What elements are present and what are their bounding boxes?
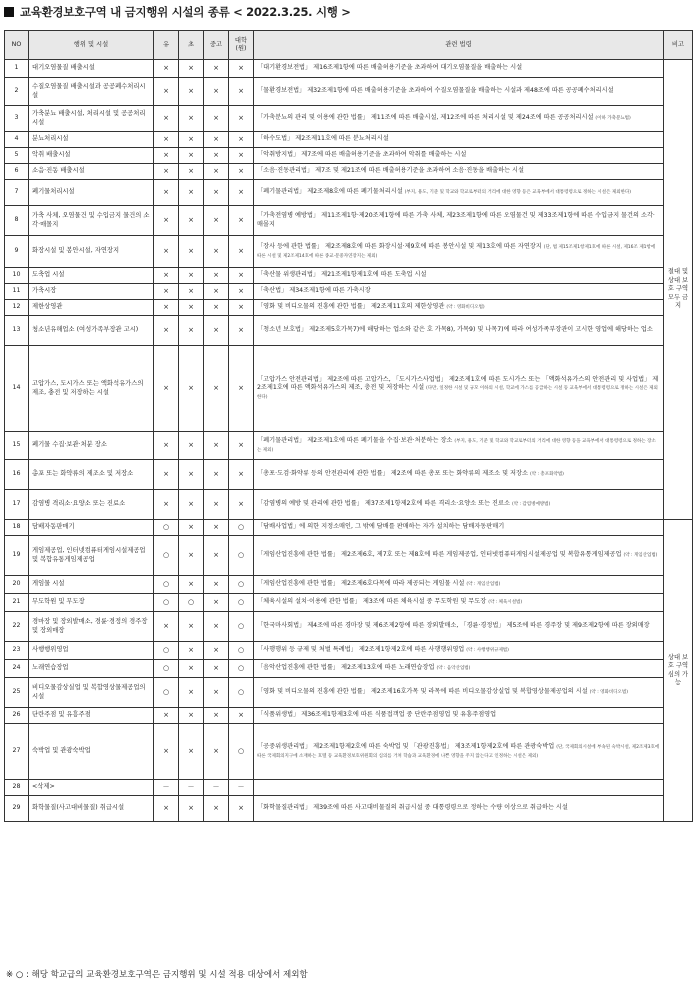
- table-row: [5, 780, 693, 796]
- mark-elementary: ×: [179, 316, 204, 346]
- mark-university: ×: [229, 78, 254, 106]
- row-number: 7: [5, 180, 29, 206]
- mark-kindergarten: ○: [154, 660, 179, 678]
- mark-middle-high: ×: [204, 284, 229, 300]
- law-text: 「청소년 보호법」 제2조제5호가목7)에 해당하는 업소와 같은 호 가목8), 가목9) 및 나목7)에 따라 여성가족부장관이 고시한 영업에 해당하는 업소: [257, 326, 653, 334]
- mark-kindergarten: ×: [154, 432, 179, 460]
- law-text: 「폐기물관리법」 제2조제8호에 따른 폐기물처리시설: [257, 188, 403, 196]
- mark-university: ○: [229, 660, 254, 678]
- mark-middle-high: ×: [204, 148, 229, 164]
- facility-name: 총포 또는 화약류의 제조소 및 저장소: [29, 460, 154, 490]
- mark-middle-high: ×: [204, 164, 229, 180]
- mark-university: ○: [229, 536, 254, 576]
- mark-elementary: ×: [179, 678, 204, 708]
- table-row: [5, 206, 693, 236]
- mark-kindergarten: ○: [154, 536, 179, 576]
- mark-kindergarten: ×: [154, 796, 179, 822]
- table-row: [5, 78, 693, 106]
- related-law: [254, 206, 664, 236]
- law-note: (약 : 총포화약법): [529, 472, 564, 478]
- related-law: [254, 236, 664, 268]
- facility-name: 청소년유해업소 (여성가족부장관 고시): [29, 316, 154, 346]
- mark-kindergarten: ×: [154, 206, 179, 236]
- law-text: 「식품위생법」 제36조제1항제3호에 따른 식품접객업 중 단란주점영업 및 유흥주점영업: [257, 711, 497, 719]
- row-number: 9: [5, 236, 29, 268]
- table-row: [5, 60, 693, 78]
- table-row: [5, 268, 693, 284]
- mark-university: ×: [229, 432, 254, 460]
- page-title: 교육환경보호구역 내 금지행위 시설의 종류 < 2022.3.25. 시행 >: [4, 4, 351, 20]
- table-row: [5, 520, 693, 536]
- mark-middle-high: ×: [204, 708, 229, 724]
- table-row: [5, 300, 693, 316]
- table-row: [5, 678, 693, 708]
- law-text: 「고압가스 안전관리법」 제2조에 따른 고압가스, 「도시가스사업법」 제2조제1호에 따른 도시가스 또는 「액화석유가스의 안전관리 및 사업법」 제2조제1호에 따른 액화석유가스의 제조, 충전 및 저장하는 시설: [257, 375, 659, 392]
- law-text: 「장사 등에 관한 법률」 제2조제8호에 따른 화장시설·제9호에 따른 봉안시설 및 제13호에 따른 자연장지: [257, 243, 542, 251]
- table-row: [5, 642, 693, 660]
- facility-name: 화학물질(사고대비물질) 취급시설: [29, 796, 154, 822]
- mark-kindergarten: ×: [154, 460, 179, 490]
- facility-name: 대기오염물질 배출시설: [29, 60, 154, 78]
- mark-middle-high: ×: [204, 206, 229, 236]
- law-text: 「축산물 위생관리법」 제21조제1항제1호에 따른 도축업 시설: [257, 271, 427, 279]
- mark-elementary: ×: [179, 284, 204, 300]
- related-law: [254, 164, 664, 180]
- law-note: (약 : 사행행위규제법): [466, 648, 509, 654]
- mark-middle-high: ×: [204, 520, 229, 536]
- table-row: [5, 594, 693, 612]
- mark-university: ×: [229, 132, 254, 148]
- mark-kindergarten: ×: [154, 300, 179, 316]
- facility-name: 사행행위영업: [29, 642, 154, 660]
- mark-kindergarten: ×: [154, 236, 179, 268]
- related-law: [254, 316, 664, 346]
- row-number: 12: [5, 300, 29, 316]
- facility-name: 감염병 격리소·요양소 또는 진료소: [29, 490, 154, 520]
- table-row: [5, 796, 693, 822]
- law-note: (다만, 일정한 시설 및 규모 이하의 시설, 학교에 가스를 공급하는 시설 등 교육부에서 대통령령으로 정하는 시설은 제외한다): [257, 386, 658, 400]
- law-text: 「대기환경보전법」 제16조제1항에 따른 배출허용기준을 초과하여 대기오염물질을 배출하는 시설: [257, 64, 523, 72]
- mark-university: ×: [229, 708, 254, 724]
- mark-middle-high: ×: [204, 796, 229, 822]
- mark-elementary: ×: [179, 236, 204, 268]
- law-text: 「물환경보전법」 제32조제1항에 따른 배출허용기준을 초과하여 수질오염물질을 배출하는 시설과 제48조에 따른 공공폐수처리시설: [257, 87, 614, 95]
- law-text: 「총포·도검·화약류 등의 안전관리에 관한 법률」 제2조에 따른 총포 또는 화약류의 제조소 및 저장소: [257, 470, 528, 478]
- mark-middle-high: ×: [204, 180, 229, 206]
- facility-name: 수질오염물질 배출시설과 공공폐수처리시설: [29, 78, 154, 106]
- related-law: [254, 660, 664, 678]
- header-elementary: 초: [179, 31, 204, 60]
- facility-name: 폐기물처리시설: [29, 180, 154, 206]
- mark-elementary: ×: [179, 346, 204, 432]
- mark-elementary: ×: [179, 520, 204, 536]
- related-law: [254, 284, 664, 300]
- mark-elementary: ×: [179, 660, 204, 678]
- related-law: [254, 132, 664, 148]
- facility-name: 화장시설 및 봉안시설, 자연장지: [29, 236, 154, 268]
- related-law: [254, 460, 664, 490]
- facility-name: 가축 사체, 오염물건 및 수입금지 물건의 소각·매몰지: [29, 206, 154, 236]
- mark-middle-high: ×: [204, 132, 229, 148]
- table-row: [5, 490, 693, 520]
- mark-elementary: ×: [179, 576, 204, 594]
- related-law: [254, 106, 664, 132]
- mark-elementary: ×: [179, 132, 204, 148]
- mark-elementary: ×: [179, 490, 204, 520]
- mark-elementary: ×: [179, 432, 204, 460]
- facility-name: 제한상영관: [29, 300, 154, 316]
- mark-elementary: ○: [179, 594, 204, 612]
- table-row: [5, 576, 693, 594]
- law-text: 「악취방지법」 제7조에 따른 배출허용기준을 초과하여 악취를 배출하는 시설: [257, 151, 467, 159]
- mark-kindergarten: ○: [154, 576, 179, 594]
- mark-elementary: ×: [179, 148, 204, 164]
- mark-university: ×: [229, 268, 254, 284]
- table-row: [5, 612, 693, 642]
- note-absolute: 절대 및 상대 보호 구역 모두 금지: [664, 60, 693, 520]
- header-university: 대학(원): [229, 31, 254, 60]
- mark-elementary: ×: [179, 164, 204, 180]
- row-number: 25: [5, 678, 29, 708]
- mark-elementary: ×: [179, 300, 204, 316]
- mark-middle-high: ×: [204, 432, 229, 460]
- row-number: 19: [5, 536, 29, 576]
- table-header-row: [5, 31, 693, 60]
- row-number: 2: [5, 78, 29, 106]
- mark-kindergarten: ×: [154, 148, 179, 164]
- related-law: [254, 594, 664, 612]
- law-note: (약 : 영화비디오법): [446, 305, 485, 311]
- mark-kindergarten: ×: [154, 78, 179, 106]
- row-number: 8: [5, 206, 29, 236]
- header-note: 비고: [664, 31, 693, 60]
- header-kindergarten: 유: [154, 31, 179, 60]
- mark-university: ○: [229, 678, 254, 708]
- mark-university: ○: [229, 576, 254, 594]
- facility-name: 담배자동판매기: [29, 520, 154, 536]
- row-number: 22: [5, 612, 29, 642]
- law-text: 「축산법」 제34조제1항에 따른 가축시장: [257, 287, 371, 295]
- mark-middle-high: ×: [204, 60, 229, 78]
- law-note: (약 : 감염병예방법): [511, 502, 551, 508]
- table-body: [5, 60, 693, 822]
- mark-elementary: ×: [179, 78, 204, 106]
- mark-university: ×: [229, 164, 254, 180]
- table-row: [5, 132, 693, 148]
- mark-middle-high: ×: [204, 724, 229, 780]
- mark-kindergarten: ○: [154, 594, 179, 612]
- mark-middle-high: ×: [204, 594, 229, 612]
- mark-kindergarten: ×: [154, 180, 179, 206]
- mark-elementary: ×: [179, 536, 204, 576]
- mark-kindergarten: ○: [154, 642, 179, 660]
- row-number: 27: [5, 724, 29, 780]
- mark-kindergarten: ×: [154, 346, 179, 432]
- table-row: [5, 536, 693, 576]
- mark-elementary: ×: [179, 460, 204, 490]
- mark-university: ×: [229, 460, 254, 490]
- law-note: (약 : 영화비디오법): [589, 690, 628, 696]
- mark-middle-high: ×: [204, 678, 229, 708]
- law-text: 「음악산업진흥에 관한 법률」 제2조제13호에 따른 노래연습장업: [257, 664, 435, 672]
- row-number: 23: [5, 642, 29, 660]
- related-law: [254, 490, 664, 520]
- table-row: [5, 284, 693, 300]
- law-text: 「사행행위 등 규제 및 처벌 특례법」 제2조제1항제2호에 따른 사행행위영업: [257, 646, 465, 654]
- row-number: 20: [5, 576, 29, 594]
- law-text: 「체육시설의 설치·이용에 관한 법률」 제3조에 따른 체육시설 중 무도학원 및 무도장: [257, 598, 487, 606]
- table-row: [5, 236, 693, 268]
- mark-kindergarten: ○: [154, 678, 179, 708]
- row-number: 18: [5, 520, 29, 536]
- mark-middle-high: ×: [204, 78, 229, 106]
- facility-name: 분뇨처리시설: [29, 132, 154, 148]
- mark-middle-high: ×: [204, 536, 229, 576]
- related-law: [254, 346, 664, 432]
- mark-university: ×: [229, 148, 254, 164]
- mark-university: ×: [229, 106, 254, 132]
- related-law: [254, 520, 664, 536]
- mark-elementary: －: [179, 780, 204, 796]
- facility-name: 숙박업 및 관광숙박업: [29, 724, 154, 780]
- related-law: [254, 432, 664, 460]
- facility-name: 게임제공업, 인터넷컴퓨터게임시설제공업 및 복합유통게임제공업: [29, 536, 154, 576]
- mark-university: ×: [229, 490, 254, 520]
- mark-elementary: ×: [179, 180, 204, 206]
- mark-kindergarten: ×: [154, 60, 179, 78]
- table-row: [5, 724, 693, 780]
- footnote: ※ ○ : 해당 학교급의 교육환경보호구역은 금지행위 및 시설 적용 대상에서 제외함: [6, 970, 308, 980]
- law-text: 「공중위생관리법」 제2조제1항제2호에 따른 숙박업 및 「관광진흥법」 제3조제1항제2호에 따른 관광숙박업: [257, 743, 555, 751]
- mark-middle-high: ×: [204, 612, 229, 642]
- mark-university: ○: [229, 594, 254, 612]
- mark-university: ×: [229, 316, 254, 346]
- mark-university: ×: [229, 236, 254, 268]
- facility-name: 단란주점 및 유흥주점: [29, 708, 154, 724]
- facility-name: 악취 배출시설: [29, 148, 154, 164]
- facility-name: 노래연습장업: [29, 660, 154, 678]
- mark-middle-high: ×: [204, 642, 229, 660]
- law-text: 「하수도법」 제2조제11호에 따른 분뇨처리시설: [257, 135, 389, 143]
- row-number: 28: [5, 780, 29, 796]
- related-law: [254, 300, 664, 316]
- mark-kindergarten: ×: [154, 106, 179, 132]
- mark-university: ○: [229, 612, 254, 642]
- law-text: 「소음·진동관리법」 제7조 및 제21조에 따른 배출허용기준을 초과하여 소음·진동을 배출하는 시설: [257, 167, 524, 175]
- mark-middle-high: ×: [204, 460, 229, 490]
- mark-university: ○: [229, 642, 254, 660]
- mark-university: ×: [229, 60, 254, 78]
- law-text: 「영화 및 비디오물의 진흥에 관한 법률」 제2조제16호가목 및 라목에 따른 비디오물감상실업 및 복합영상물제공업의 시설: [257, 688, 588, 696]
- row-number: 15: [5, 432, 29, 460]
- mark-university: ○: [229, 520, 254, 536]
- related-law: [254, 148, 664, 164]
- prohibited-facilities-table: [4, 30, 693, 822]
- law-text: 「감염병의 예방 및 관리에 관한 법률」 제37조제1항제2호에 따른 격리소·요양소 또는 진료소: [257, 500, 510, 508]
- law-text: 「폐기물관리법」 제2조제1호에 따른 폐기물을 수집·보관·처분하는 장소: [257, 437, 453, 445]
- related-law: [254, 708, 664, 724]
- mark-university: ×: [229, 180, 254, 206]
- mark-elementary: ×: [179, 796, 204, 822]
- table-row: [5, 316, 693, 346]
- table-row: [5, 106, 693, 132]
- law-note: (부지, 용도, 기준 및 학교와 학교로부터의 거리에 대한 영향 등을 교육부에서 대통령령으로 정하는 장소는 제외): [257, 439, 656, 453]
- related-law: [254, 60, 664, 78]
- mark-kindergarten: ×: [154, 164, 179, 180]
- table-row: [5, 660, 693, 678]
- mark-middle-high: ×: [204, 268, 229, 284]
- facility-name: 게임물 시설: [29, 576, 154, 594]
- law-note: (부지, 용도, 기준 및 학교와 학교로부터의 거리에 대한 영향 등은 교육부에서 대통령령으로 정하는 시설은 제외한다): [404, 190, 632, 196]
- row-number: 29: [5, 796, 29, 822]
- mark-university: ×: [229, 206, 254, 236]
- mark-kindergarten: ×: [154, 284, 179, 300]
- law-text: 「가축전염병 예방법」 제11조제1항·제20조제1항에 따른 가축 사체, 제23조제1항에 따른 오염물건 및 제33조제1항에 따른 수입금지 물건의 소각·매몰지: [257, 212, 655, 228]
- related-law: [254, 796, 664, 822]
- table-row: [5, 460, 693, 490]
- related-law: [254, 642, 664, 660]
- facility-name: 가축시장: [29, 284, 154, 300]
- law-note: (단, 국제회의시설에 부속된 숙박시설, 제2조제3호에 따른 국제회의지구에 소재하는 호텔 등 교육환경보호위원회의 심의를 거쳐 학습과 교육환경에 나쁜 영향을 주지 않는다고 인정하는 시설은 제외): [257, 745, 660, 759]
- related-law: [254, 724, 664, 780]
- mark-kindergarten: ×: [154, 316, 179, 346]
- square-bullet-icon: [4, 7, 14, 17]
- mark-middle-high: ×: [204, 660, 229, 678]
- row-number: 10: [5, 268, 29, 284]
- related-law: [254, 78, 664, 106]
- related-law: [254, 180, 664, 206]
- table-row: [5, 180, 693, 206]
- header-no: NO: [5, 31, 29, 60]
- row-number: 24: [5, 660, 29, 678]
- mark-university: ×: [229, 300, 254, 316]
- mark-middle-high: ×: [204, 346, 229, 432]
- law-text: 「가축분뇨의 관리 및 이용에 관한 법률」 제11조에 따른 배출시설, 제12조에 따른 처리시설 및 제24조에 따른 공공처리시설: [257, 114, 594, 122]
- law-text: 「한국마사회법」 제4조에 따른 경마장 및 제6조제2항에 따른 장외발매소, 「경륜·경정법」 제5조에 따른 경주장 및 제9조제2항에 따른 장외매장: [257, 622, 650, 630]
- facility-name: 가축분뇨 배출시설, 처리시설 및 공공처리시설: [29, 106, 154, 132]
- mark-middle-high: ×: [204, 316, 229, 346]
- row-number: 4: [5, 132, 29, 148]
- row-number: 13: [5, 316, 29, 346]
- mark-elementary: ×: [179, 106, 204, 132]
- mark-elementary: ×: [179, 708, 204, 724]
- facility-name: 고압가스, 도시가스 또는 액화석유가스의 제조, 충전 및 저장하는 시설: [29, 346, 154, 432]
- law-note: (약 : 게임산업법): [466, 582, 501, 588]
- mark-kindergarten: ×: [154, 724, 179, 780]
- row-number: 1: [5, 60, 29, 78]
- row-number: 26: [5, 708, 29, 724]
- related-law: [254, 780, 664, 796]
- row-number: 5: [5, 148, 29, 164]
- related-law: [254, 678, 664, 708]
- facility-name: <삭제>: [29, 780, 154, 796]
- facility-name: 경마장 및 장외발매소, 경륜·경정의 경주장 및 장외매장: [29, 612, 154, 642]
- mark-middle-high: －: [204, 780, 229, 796]
- mark-kindergarten: ×: [154, 708, 179, 724]
- mark-kindergarten: ×: [154, 490, 179, 520]
- header-middle-high: 중고: [204, 31, 229, 60]
- row-number: 6: [5, 164, 29, 180]
- header-facility: 행위 및 시설: [29, 31, 154, 60]
- mark-middle-high: ×: [204, 106, 229, 132]
- mark-university: ×: [229, 284, 254, 300]
- law-note: (약 : 게임산업법): [623, 553, 658, 559]
- law-text: 「화학물질관리법」 제39조에 따른 사고대비물질의 취급시설 중 대통령령으로 정하는 수량 이상으로 취급하는 시설: [257, 804, 568, 812]
- related-law: [254, 536, 664, 576]
- mark-middle-high: ×: [204, 300, 229, 316]
- row-number: 16: [5, 460, 29, 490]
- law-text: 「게임산업진흥에 관한 법률」 제2조제6호다목에 따라 제공되는 게임물 시설: [257, 580, 465, 588]
- mark-middle-high: ×: [204, 236, 229, 268]
- mark-university: ×: [229, 796, 254, 822]
- law-text: 「게임산업진흥에 관한 법률」 제2조제6호, 제7호 또는 제8호에 따른 게임제공업, 인터넷컴퓨터게임시설제공업 및 복합유통게임제공업: [257, 551, 622, 559]
- mark-elementary: ×: [179, 724, 204, 780]
- row-number: 3: [5, 106, 29, 132]
- table-row: [5, 164, 693, 180]
- mark-elementary: ×: [179, 268, 204, 284]
- mark-kindergarten: ×: [154, 132, 179, 148]
- mark-kindergarten: ×: [154, 612, 179, 642]
- mark-kindergarten: ○: [154, 520, 179, 536]
- row-number: 21: [5, 594, 29, 612]
- law-text: 「담배사업법」에 의한 지정소매인, 그 밖에 담배를 판매하는 자가 설치하는 담배자동판매기: [257, 523, 505, 531]
- facility-name: 폐기물 수집·보관·처분 장소: [29, 432, 154, 460]
- row-number: 11: [5, 284, 29, 300]
- row-number: 17: [5, 490, 29, 520]
- related-law: [254, 576, 664, 594]
- law-note: (이하 가축분뇨법): [595, 116, 631, 122]
- mark-elementary: ×: [179, 206, 204, 236]
- law-note: (약 : 음악산업법): [436, 666, 471, 672]
- mark-university: ×: [229, 346, 254, 432]
- related-law: [254, 612, 664, 642]
- facility-name: 소음·진동 배출시설: [29, 164, 154, 180]
- table-row: [5, 432, 693, 460]
- law-note: (단, 법 제15조제1항제1호에 따른 시설, 제16조 제1항에 따른 시설 및 제2조제14호에 따른 종교·문중자연장지는 제외): [257, 245, 656, 259]
- mark-elementary: ×: [179, 642, 204, 660]
- mark-elementary: ×: [179, 60, 204, 78]
- mark-university: ○: [229, 724, 254, 780]
- law-text: 「영화 및 비디오물의 진흥에 관한 법률」 제2조제11호의 제한상영관: [257, 303, 445, 311]
- law-note: (약 : 체육시설법): [488, 600, 523, 606]
- facility-name: 도축업 시설: [29, 268, 154, 284]
- mark-elementary: ×: [179, 612, 204, 642]
- related-law: [254, 268, 664, 284]
- facility-name: 무도학원 및 무도장: [29, 594, 154, 612]
- row-number: 14: [5, 346, 29, 432]
- note-relative: 상대 보호 구역 심의 가능: [664, 520, 693, 822]
- mark-kindergarten: －: [154, 780, 179, 796]
- mark-middle-high: ×: [204, 490, 229, 520]
- table-row: [5, 148, 693, 164]
- table-row: [5, 346, 693, 432]
- mark-university: －: [229, 780, 254, 796]
- mark-middle-high: ×: [204, 576, 229, 594]
- table-row: [5, 708, 693, 724]
- mark-kindergarten: ×: [154, 268, 179, 284]
- facility-name: 비디오물감상실업 및 복합영상물제공업의 시설: [29, 678, 154, 708]
- header-law: 관련 법령: [254, 31, 664, 60]
